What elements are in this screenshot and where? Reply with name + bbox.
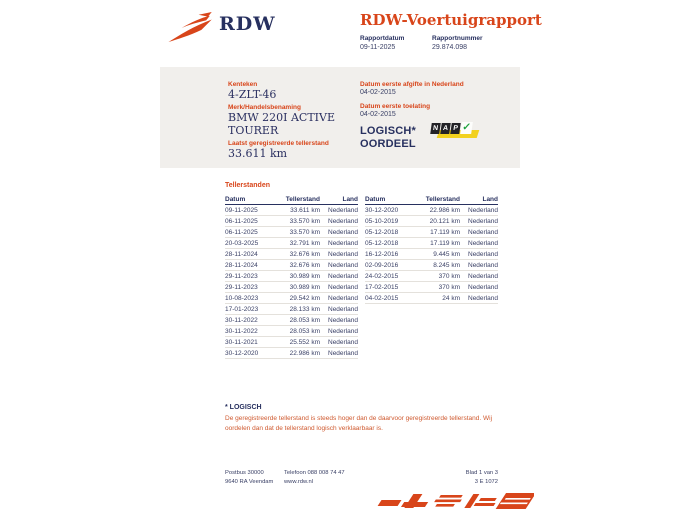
report-date-label: Rapportdatum	[360, 35, 405, 42]
table-row	[225, 216, 358, 227]
table-cell: Nederland	[468, 228, 498, 236]
table-row	[365, 293, 498, 304]
table-cell: 20-03-2025	[225, 239, 259, 247]
table-cell: Nederland	[328, 338, 358, 346]
oordeel-line1: LOGISCH*	[360, 125, 416, 137]
table-cell: Nederland	[468, 239, 498, 247]
report-number-label: Rapportnummer	[432, 35, 483, 42]
table-cell: 30-12-2020	[225, 349, 259, 357]
table-row	[225, 238, 358, 249]
table-row	[225, 293, 358, 304]
table-cell: 17.119 km	[430, 228, 460, 236]
table-cell: Nederland	[468, 272, 498, 280]
table-cell: 28-11-2024	[225, 250, 258, 258]
footer-form-code: 3 E 1072	[474, 479, 498, 485]
col-land: Land	[342, 195, 358, 203]
nap-letter-p: P	[450, 123, 461, 134]
footer-address-line1: Postbus 30000	[225, 470, 264, 476]
table-cell: 06-11-2025	[225, 217, 258, 225]
table-cell: Nederland	[328, 316, 358, 324]
table-row	[365, 227, 498, 238]
table-cell: Nederland	[328, 228, 358, 236]
report-date-value: 09-11-2025	[360, 44, 396, 51]
table-cell: 30-11-2022	[225, 316, 258, 324]
table-row	[365, 205, 498, 216]
table-cell: 32.676 km	[289, 261, 320, 269]
table-cell: 32.676 km	[289, 250, 320, 258]
table-row	[225, 260, 358, 271]
table-row	[365, 271, 498, 282]
footnote-title: * LOGISCH	[225, 404, 262, 411]
table-cell: Nederland	[328, 217, 358, 225]
afgifte-value: 04-02-2015	[360, 89, 396, 96]
table-row	[225, 348, 358, 359]
footer-phone: Telefoon 088 008 74 47	[284, 470, 345, 476]
toelating-value: 04-02-2015	[360, 111, 396, 118]
table-cell: 09-11-2025	[225, 206, 258, 214]
table-cell: 05-10-2019	[365, 217, 399, 225]
table-header	[225, 194, 358, 205]
merk-label: Merk/Handelsbenaming	[228, 104, 301, 111]
nap-letter-n: N	[430, 123, 441, 134]
table-cell: Nederland	[468, 217, 498, 225]
table-cell: Nederland	[468, 250, 498, 258]
table-cell: 28.053 km	[289, 327, 320, 335]
table-row	[225, 205, 358, 216]
table-cell: 10-08-2023	[225, 294, 259, 302]
table-cell: 17.119 km	[430, 239, 460, 247]
nap-letter-a: A	[440, 123, 451, 134]
footer-page-info	[428, 469, 498, 487]
table-cell: Nederland	[468, 294, 498, 302]
table-row	[365, 282, 498, 293]
tellerstand-value: 33.611 km	[228, 147, 288, 160]
table-header	[365, 194, 498, 205]
table-cell: Nederland	[328, 327, 358, 335]
table-row	[225, 315, 358, 326]
table-cell: 30.989 km	[289, 272, 320, 280]
col-tellerstand: Tellerstand	[425, 195, 460, 203]
table-cell: 370 km	[438, 283, 460, 291]
col-tellerstand: Tellerstand	[285, 195, 320, 203]
footer-address-line2: 9640 RA Veendam	[225, 479, 274, 485]
table-cell: 22.986 km	[289, 349, 320, 357]
merk-value: BMW 220I ACTIVE TOURER	[228, 111, 336, 137]
page-title: RDW-Voertuigrapport	[360, 11, 542, 29]
table-cell: 8.245 km	[433, 261, 460, 269]
table-cell: 30-11-2022	[225, 327, 258, 335]
nap-check-icon: ✓	[461, 122, 472, 133]
table-cell: 33.570 km	[289, 217, 320, 225]
table-cell: 30-11-2021	[225, 338, 258, 346]
col-land: Land	[482, 195, 498, 203]
table-cell: 28.133 km	[289, 305, 320, 313]
table-cell: 32.791 km	[289, 239, 320, 247]
kenteken-label: Kenteken	[228, 81, 258, 88]
col-datum: Datum	[225, 195, 246, 203]
table-cell: 29-11-2023	[225, 283, 258, 291]
table-cell: 30-12-2020	[365, 206, 399, 214]
table-cell: Nederland	[328, 239, 358, 247]
oordeel-line2: OORDEEL	[360, 138, 416, 150]
table-row	[365, 216, 498, 227]
table-cell: 04-02-2015	[365, 294, 399, 302]
report-number-value: 29.874.098	[432, 44, 468, 51]
table-cell: 28-11-2024	[225, 261, 258, 269]
table-cell: 30.989 km	[289, 283, 320, 291]
table-cell: Nederland	[328, 305, 358, 313]
col-datum: Datum	[365, 195, 386, 203]
table-row	[225, 227, 358, 238]
footer-address	[225, 469, 273, 487]
table-cell: 17-01-2023	[225, 305, 259, 313]
table-cell: Nederland	[328, 283, 358, 291]
table-cell: Nederland	[328, 272, 358, 280]
toelating-label: Datum eerste toelating	[360, 103, 431, 110]
nap-logo	[431, 122, 479, 141]
rdw-logo-text: RDW	[219, 13, 276, 35]
table-row	[365, 249, 498, 260]
table-row	[225, 249, 358, 260]
table-cell: 24 km	[442, 294, 460, 302]
tellerstanden-table-left	[225, 194, 358, 359]
table-cell: 33.570 km	[289, 228, 320, 236]
footer-contact	[284, 469, 345, 487]
tellerstanden-title: Tellerstanden	[225, 182, 270, 189]
table-cell: 9.445 km	[433, 250, 460, 258]
table-cell: 06-11-2025	[225, 228, 258, 236]
table-cell: Nederland	[328, 261, 358, 269]
table-cell: Nederland	[468, 261, 498, 269]
table-row	[225, 337, 358, 348]
afgifte-label: Datum eerste afgifte in Nederland	[360, 81, 464, 88]
tellerstand-label: Laatst geregistreerde tellerstand	[228, 140, 329, 147]
table-cell: Nederland	[468, 206, 498, 214]
rdw-stripes-graphic	[372, 490, 534, 512]
table-cell: 05-12-2018	[365, 239, 399, 247]
table-cell: Nederland	[328, 349, 358, 357]
table-cell: 25.552 km	[289, 338, 320, 346]
table-row	[365, 238, 498, 249]
table-cell: 29.542 km	[289, 294, 320, 302]
table-cell: 02-09-2016	[365, 261, 399, 269]
footer-website-link[interactable]: www.rdw.nl	[284, 479, 313, 485]
table-cell: 28.053 km	[289, 316, 320, 324]
table-cell: Nederland	[328, 206, 358, 214]
tellerstanden-table-right	[365, 194, 498, 304]
table-row	[225, 304, 358, 315]
table-cell: 33.611 km	[290, 206, 320, 214]
table-cell: 24-02-2015	[365, 272, 399, 280]
table-cell: 17-02-2015	[365, 283, 399, 291]
table-row	[225, 326, 358, 337]
table-row	[225, 271, 358, 282]
table-cell: 22.986 km	[429, 206, 460, 214]
table-cell: 05-12-2018	[365, 228, 399, 236]
table-cell: Nederland	[328, 250, 358, 258]
footnote-body: De geregistreerde tellerstand is steeds hoger dan de daarvoor geregistreerde tellerstand. Wij oordelen dan dat de tellerstand logisch verklaarbaar is.	[225, 415, 493, 432]
kenteken-value: 4-ZLT-46	[228, 88, 277, 101]
rdw-logo-icon	[167, 11, 217, 43]
table-cell: 20.121 km	[429, 217, 460, 225]
oordeel-text	[360, 125, 416, 151]
table-cell: 370 km	[438, 272, 460, 280]
table-cell: 16-12-2016	[365, 250, 399, 258]
table-cell: Nederland	[328, 294, 358, 302]
table-row	[225, 282, 358, 293]
table-row	[365, 260, 498, 271]
table-cell: 29-11-2023	[225, 272, 258, 280]
table-cell: Nederland	[468, 283, 498, 291]
footer-page-number: Blad 1 van 3	[465, 470, 498, 476]
